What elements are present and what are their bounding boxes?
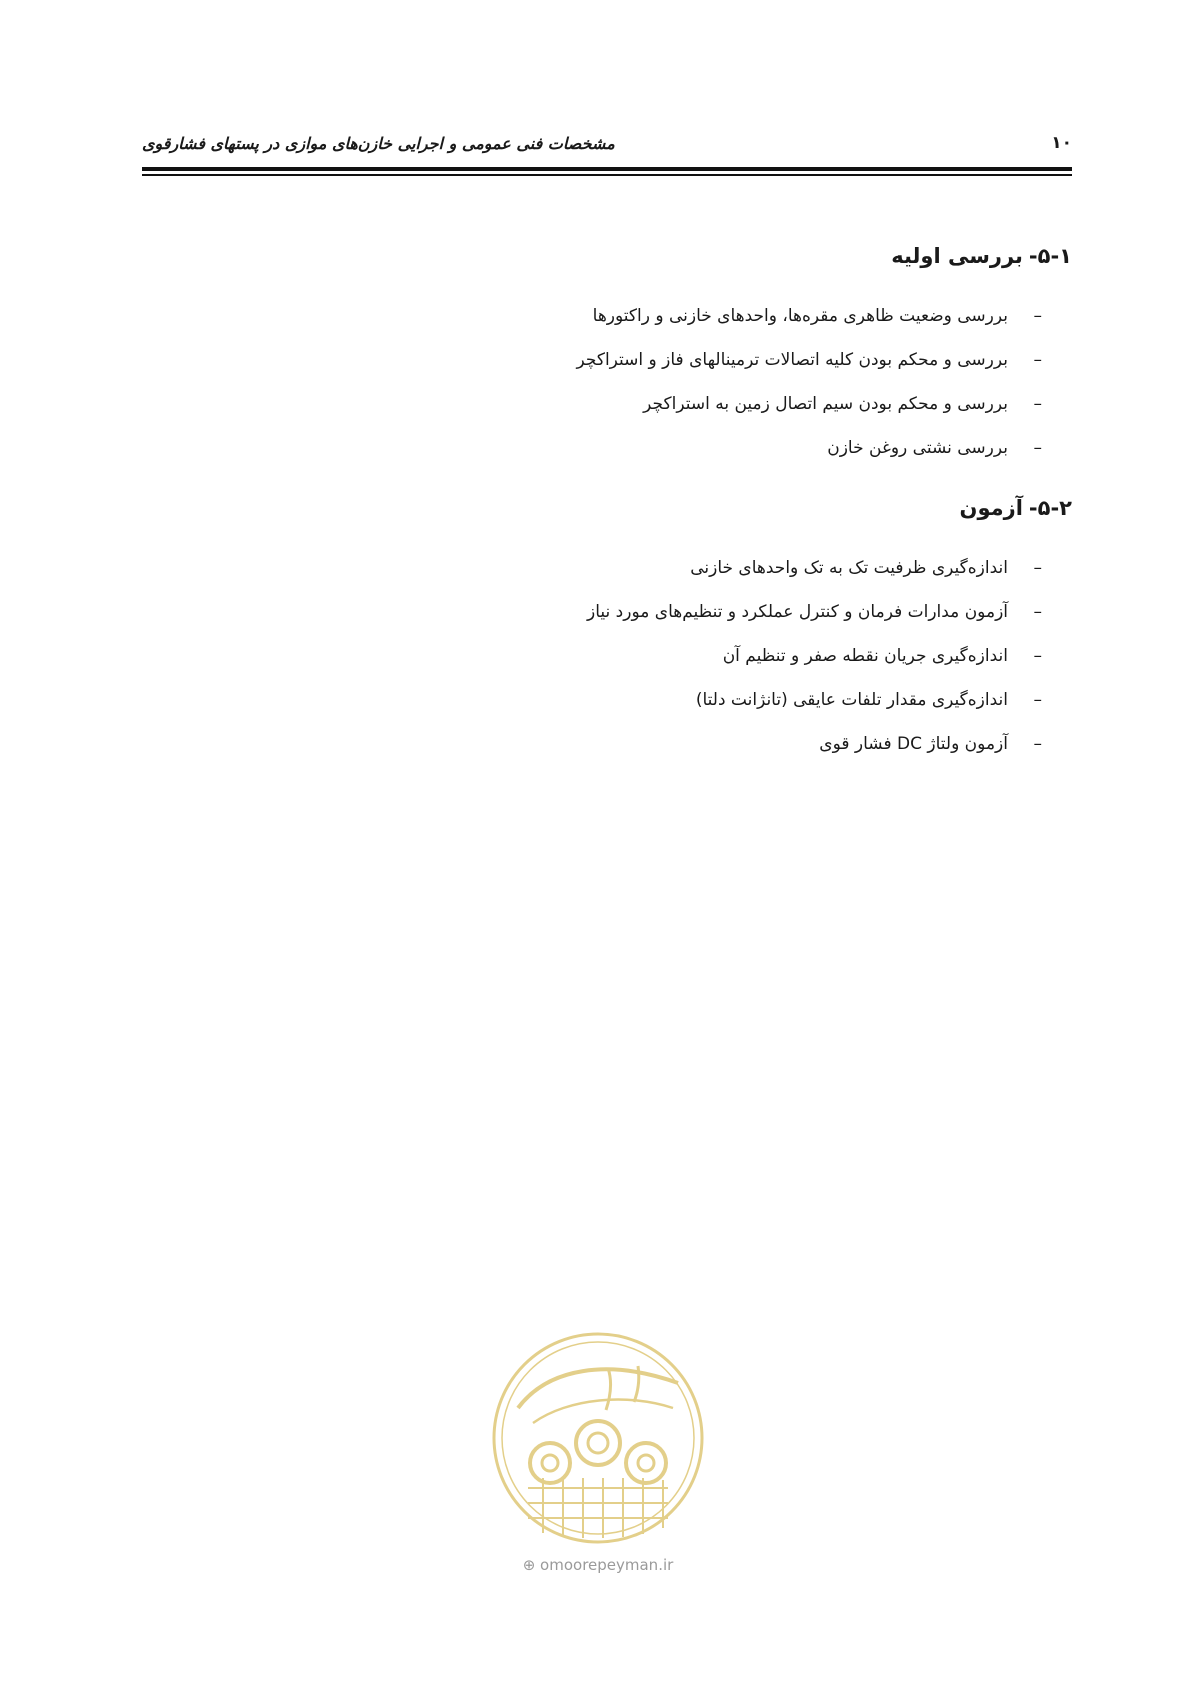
list-item xyxy=(142,294,1042,338)
header-title: مشخصات فنی عمومی و اجرایی خازن‌های موازی در پستهای فشارقوی xyxy=(142,133,615,153)
watermark-caption-text: omoorepeyman.ir xyxy=(540,1556,674,1574)
list-item-text: آزمون ولتاژ DC فشار قوی xyxy=(819,734,1008,754)
list-item-text: بررسی و محکم بودن سیم اتصال زمین به استراکچر xyxy=(643,394,1008,414)
globe-icon: ⊕ xyxy=(522,1556,536,1574)
bullet-dash: – xyxy=(1033,394,1042,414)
list-item-text: اندازه‌گیری مقدار تلفات عایقی (تانژانت دلتا) xyxy=(695,690,1008,710)
section-number: ۵-۱- xyxy=(1028,244,1072,268)
list-item-text: اندازه‌گیری ظرفیت تک به تک واحدهای خازنی xyxy=(690,558,1008,578)
header-rule-thick xyxy=(142,167,1072,171)
list-item xyxy=(142,634,1042,678)
list-item xyxy=(142,678,1042,722)
bullet-dash: – xyxy=(1033,438,1042,458)
section-number: ۵-۲- xyxy=(1028,496,1072,520)
running-header xyxy=(142,128,1072,158)
header-rule-thin xyxy=(142,174,1072,176)
list-item xyxy=(142,590,1042,634)
bullet-dash: – xyxy=(1033,734,1042,754)
list-item xyxy=(142,722,1042,766)
list-item xyxy=(142,426,1042,470)
list-item-text: بررسی و محکم بودن کلیه اتصالات ترمینالهای فاز و استراکچر xyxy=(576,350,1008,370)
list-item xyxy=(142,382,1042,426)
bullet-dash: – xyxy=(1033,690,1042,710)
watermark-caption xyxy=(480,1556,716,1574)
section-initial-inspection xyxy=(142,240,1072,470)
list-item-text: بررسی وضعیت ظاهری مقره‌ها، واحدهای خازنی و راکتورها xyxy=(592,306,1008,326)
section-testing xyxy=(142,492,1072,766)
section-title: آزمون xyxy=(959,496,1023,520)
section-title: بررسی اولیه xyxy=(891,244,1023,268)
bullet-dash: – xyxy=(1033,646,1042,666)
page-number: ۱۰ xyxy=(1051,133,1072,153)
bullet-dash: – xyxy=(1033,306,1042,326)
list-item-text: اندازه‌گیری جریان نقطه صفر و تنظیم آن xyxy=(722,646,1008,666)
list-item xyxy=(142,338,1042,382)
bullet-list xyxy=(142,546,1072,766)
bullet-list xyxy=(142,294,1072,470)
list-item xyxy=(142,546,1042,590)
bullet-dash: – xyxy=(1033,602,1042,622)
watermark-seal-icon xyxy=(494,1334,702,1542)
watermark-logo xyxy=(488,1328,708,1548)
bullet-dash: – xyxy=(1033,350,1042,370)
section-heading xyxy=(142,240,1072,272)
list-item-text: آزمون مدارات فرمان و کنترل عملکرد و تنظیم‌های مورد نیاز xyxy=(587,602,1008,622)
bullet-dash: – xyxy=(1033,558,1042,578)
section-heading xyxy=(142,492,1072,524)
list-item-text: بررسی نشتی روغن خازن xyxy=(827,438,1008,458)
